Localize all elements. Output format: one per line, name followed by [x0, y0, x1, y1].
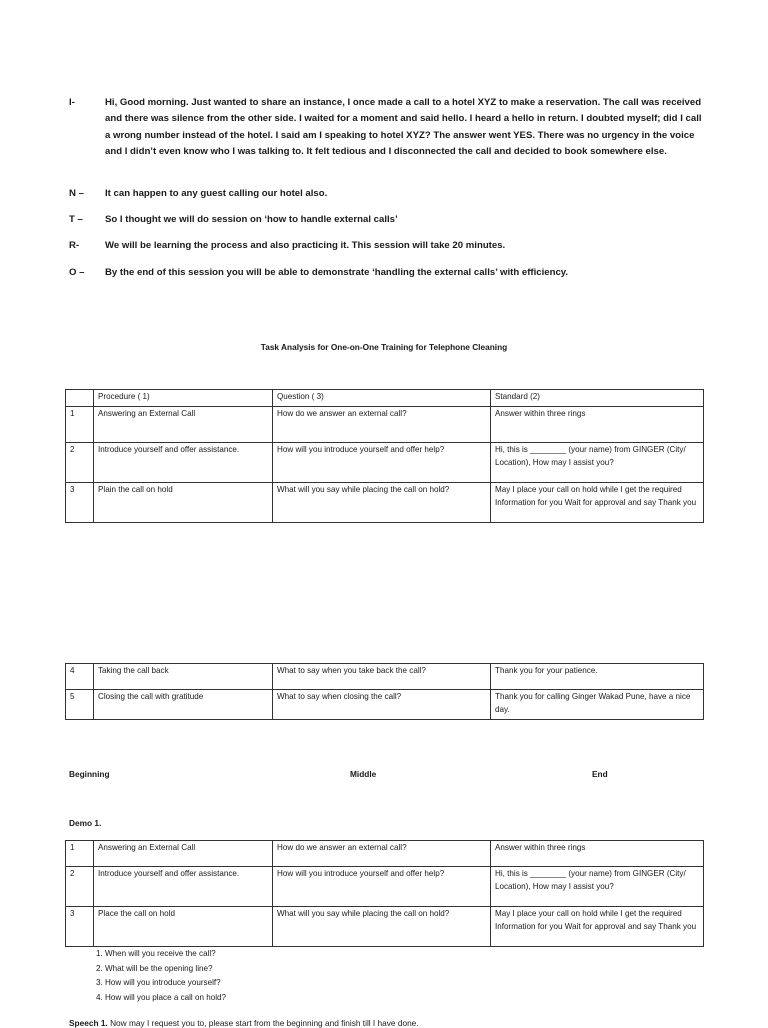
table-cell: May I place your call on hold while I get the required Information for you Wait for approval and say Thank you	[491, 482, 704, 522]
speech-text: Now may I request you to, please start from the beginning and finish till I have done.	[110, 1018, 419, 1028]
table-row	[66, 690, 704, 720]
table-cell: 3	[66, 482, 94, 522]
table-row	[66, 406, 704, 442]
demo-title: Demo 1.	[69, 818, 102, 828]
table-cell: Thank you for calling Ginger Wakad Pune, have a nice day.	[491, 690, 704, 720]
task-table	[65, 389, 704, 523]
intro-text: It can happen to any guest calling our hotel also.	[105, 188, 328, 199]
table-row	[66, 664, 704, 690]
task-analysis-title: Task Analysis for One-on-One Training for Telephone Cleaning	[260, 342, 508, 352]
table-cell: Introduce yourself and offer assistance.	[94, 442, 273, 482]
table-cell: Thank you for your patience.	[491, 664, 704, 690]
table-row	[66, 841, 704, 867]
table-cell: 2	[66, 442, 94, 482]
table-cell: Place the call on hold	[94, 907, 273, 947]
table-cell: 1	[66, 406, 94, 442]
table-row	[66, 867, 704, 907]
list-item: 3. How will you introduce yourself?	[105, 976, 226, 991]
table-cell: Taking the call back	[94, 664, 273, 690]
intro-text: By the end of this session you will be able to demonstrate ‘handling the external calls’ with efficiency.	[105, 267, 569, 278]
intro-text: So I thought we will do session on ‘how to handle external calls’	[105, 214, 398, 225]
table-cell: What will you say while placing the call on hold?	[273, 907, 491, 947]
table-header-cell: Question ( 3)	[273, 390, 491, 407]
intro-letter: T –	[69, 214, 83, 225]
table-header-cell: Procedure ( 1)	[94, 390, 273, 407]
intro-text: We will be learning the process and also practicing it. This session will take 20 minutes.	[105, 240, 506, 251]
table-header-cell	[66, 390, 94, 407]
table-header-row	[66, 390, 704, 407]
intro-letter: I-	[69, 97, 75, 108]
intro-letter: N –	[69, 188, 84, 199]
table-cell: How will you introduce yourself and offer help?	[273, 442, 491, 482]
phase-end: End	[592, 769, 608, 779]
table-cell: How do we answer an external call?	[273, 841, 491, 867]
table-cell: What to say when closing the call?	[273, 690, 491, 720]
list-item: 2. What will be the opening line?	[105, 962, 226, 977]
table-cell: 2	[66, 867, 94, 907]
speech-label: Speech 1.	[69, 1018, 108, 1028]
table-cell: How do we answer an external call?	[273, 406, 491, 442]
table-cell: How will you introduce yourself and offer help?	[273, 867, 491, 907]
table-cell: 1	[66, 841, 94, 867]
table-cell: Plain the call on hold	[94, 482, 273, 522]
table-cell: 3	[66, 907, 94, 947]
table-cell: Hi, this is ________ (your name) from GINGER (City/ Location), How may I assist you?	[491, 867, 704, 907]
table-cell: Hi, this is ________ (your name) from GINGER (City/ Location), How may I assist you?	[491, 442, 704, 482]
table-header-cell: Standard (2)	[491, 390, 704, 407]
table-cell: Introduce yourself and offer assistance.	[94, 867, 273, 907]
intro-letter: O –	[69, 267, 85, 278]
table-cell: May I place your call on hold while I get the required Information for you Wait for approval and say Thank you	[491, 907, 704, 947]
table-cell: What to say when you take back the call?	[273, 664, 491, 690]
list-item: 4. How will you place a call on hold?	[105, 991, 226, 1006]
intro-letter: R-	[69, 240, 80, 251]
table-cell: Closing the call with gratitude	[94, 690, 273, 720]
table-cell: Answer within three rings	[491, 406, 704, 442]
table-cell: 4	[66, 664, 94, 690]
task-table-continued	[65, 663, 704, 720]
intro-text: Hi, Good morning. Just wanted to share an instance, I once made a call to a hotel XYZ to make a reservation. The call was received and there was silence from the other side. I waited for a moment and said hello. I heard a hello in return. I doubted myself; did I call a wrong number instead of the hotel. I said am I speaking to hotel XYZ? The answer went YES. There was no urgency in the voice and I didn’t even know who I was talking to. It felt tedious and I disconnected the call and decided to book somewhere else.	[105, 97, 702, 158]
table-cell: Answering an External Call	[94, 406, 273, 442]
table-cell: What will you say while placing the call on hold?	[273, 482, 491, 522]
phase-beginning: Beginning	[69, 769, 110, 779]
table-cell: Answer within three rings	[491, 841, 704, 867]
table-row	[66, 907, 704, 947]
table-row	[66, 442, 704, 482]
list-item: 1. When will you receive the call?	[105, 947, 226, 962]
demo-table	[65, 840, 704, 947]
table-cell: 5	[66, 690, 94, 720]
phase-middle: Middle	[350, 769, 377, 779]
table-row	[66, 482, 704, 522]
speech-line	[69, 1018, 419, 1028]
question-list	[69, 947, 226, 1006]
table-cell: Answering an External Call	[94, 841, 273, 867]
